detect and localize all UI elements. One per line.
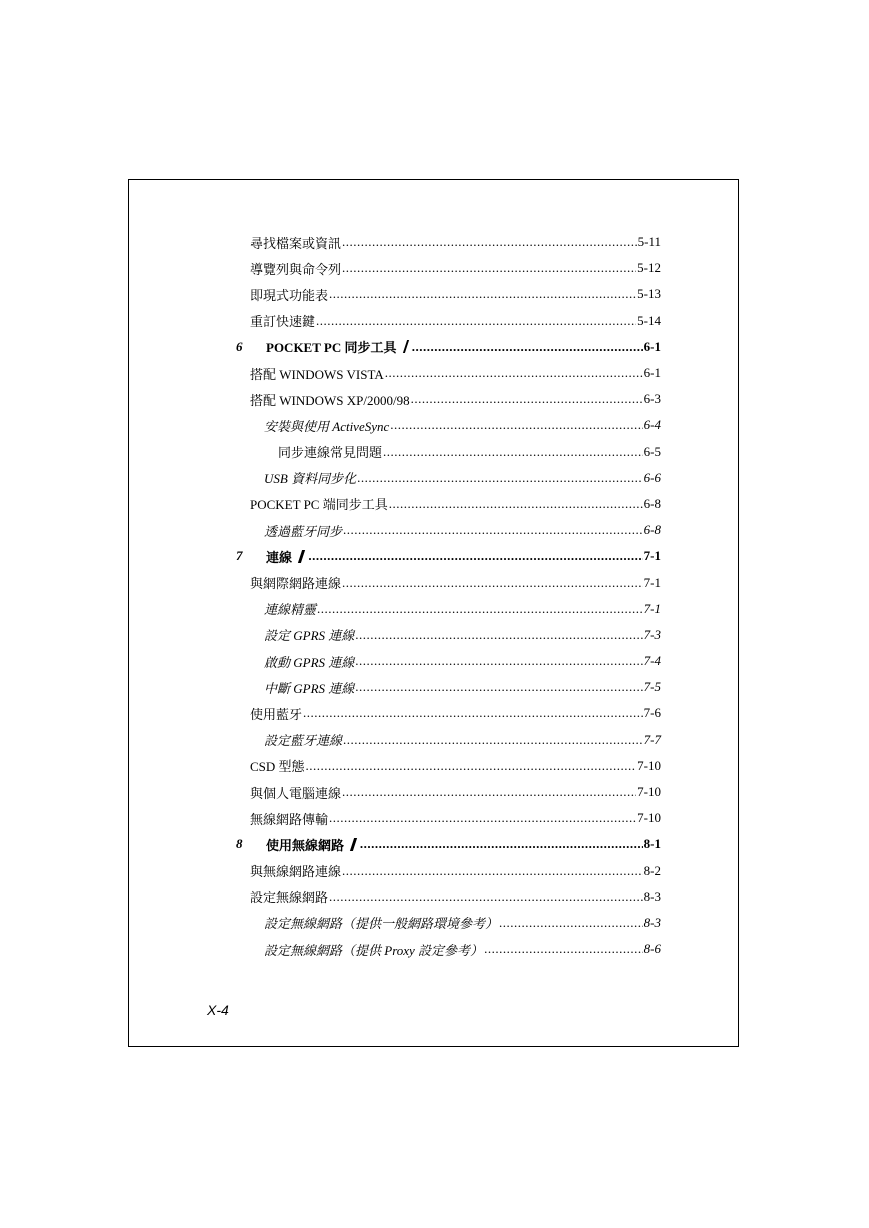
toc-entry[interactable] xyxy=(236,412,661,438)
toc-leader-dots xyxy=(308,548,642,564)
toc-entry-page: 8-1 xyxy=(643,836,661,852)
toc-entry[interactable] xyxy=(236,727,661,753)
toc-entry[interactable] xyxy=(236,936,661,962)
toc-entry-title: 搭配 WINDOWS VISTA xyxy=(250,366,384,382)
toc-leader-dots xyxy=(329,286,636,302)
toc-entry-title: 同步連線常見問題 xyxy=(278,445,383,461)
toc-leader-dots xyxy=(411,391,643,407)
toc-entry[interactable] xyxy=(236,491,661,517)
chapter-bar-icon xyxy=(350,838,357,851)
toc-leader-dots xyxy=(329,810,636,826)
toc-entry-title: 啟動 GPRS 連線 xyxy=(264,654,355,670)
chapter-bar-icon xyxy=(298,550,306,563)
toc-chapter-8[interactable] xyxy=(236,831,661,857)
toc-entry[interactable] xyxy=(236,281,661,307)
toc-entry-title: 連線精靈 xyxy=(264,602,317,618)
toc-entry-page: 5-11 xyxy=(637,234,661,250)
toc-entry[interactable] xyxy=(236,884,661,910)
toc-leader-dots xyxy=(383,444,643,460)
toc-entry-title: 設定無線網路 xyxy=(250,890,329,906)
toc-entry[interactable] xyxy=(236,386,661,412)
toc-entry-page: 6-1 xyxy=(643,365,661,381)
toc-leader-dots xyxy=(316,313,636,329)
toc-entry[interactable] xyxy=(236,569,661,595)
toc-entry[interactable] xyxy=(236,622,661,648)
toc-entry-page: 7-1 xyxy=(643,600,661,616)
toc-entry-page: 6-8 xyxy=(643,495,661,511)
toc-entry-page: 7-4 xyxy=(643,653,661,669)
toc-entry-title: 與無線網路連線 xyxy=(250,864,342,880)
toc-entry-title: 設定藍牙連線 xyxy=(264,733,343,749)
toc-entry-page: 7-5 xyxy=(643,679,661,695)
toc-leader-dots xyxy=(317,601,643,617)
toc-entry-page: 6-3 xyxy=(643,391,661,407)
toc-entry-page: 7-7 xyxy=(643,731,661,747)
chapter-bar-icon xyxy=(402,340,409,353)
toc-entry[interactable] xyxy=(236,255,661,281)
toc-entry-page: 6-5 xyxy=(643,443,661,459)
toc-entry[interactable] xyxy=(236,700,661,726)
toc-leader-dots xyxy=(342,260,636,276)
toc-entry-title: POCKET PC 端同步工具 xyxy=(250,497,388,513)
toc-leader-dots xyxy=(342,234,637,250)
toc-chapter-7[interactable] xyxy=(236,543,661,569)
toc-entry-page: 7-1 xyxy=(643,574,661,590)
toc-entry-title: 安裝與使用 ActiveSync xyxy=(264,418,390,434)
toc-leader-dots xyxy=(385,365,643,381)
toc-entry[interactable] xyxy=(236,779,661,805)
toc-entry-page: 7-3 xyxy=(643,626,661,642)
toc-entry-title: 透過藍牙同步 xyxy=(264,523,343,539)
toc-entry[interactable] xyxy=(236,648,661,674)
chapter-number: 6 xyxy=(236,338,243,354)
toc-entry-title: 設定無線網路（提供 Proxy 設定參考） xyxy=(264,942,484,958)
toc-leader-dots xyxy=(360,836,643,852)
toc-leader-dots xyxy=(306,758,637,774)
toc-leader-dots xyxy=(499,915,643,931)
toc-entry-page: 5-14 xyxy=(637,312,661,328)
toc-leader-dots xyxy=(484,941,643,957)
toc-entry-title: 連線 xyxy=(266,549,293,565)
toc-chapter-6[interactable] xyxy=(236,334,661,360)
toc-leader-dots xyxy=(355,653,642,669)
toc-entry-title: CSD 型態 xyxy=(250,759,305,775)
toc-leader-dots xyxy=(303,705,643,721)
toc-entry-page: 8-3 xyxy=(643,914,661,930)
toc-entry-page: 8-3 xyxy=(643,888,661,904)
toc-entry[interactable] xyxy=(236,674,661,700)
toc-entry[interactable] xyxy=(236,229,661,255)
toc-entry-page: 8-6 xyxy=(643,941,661,957)
toc-leader-dots xyxy=(342,784,636,800)
toc-entry-title: 設定無線網路（提供一般網路環境參考） xyxy=(264,916,499,932)
toc-leader-dots xyxy=(389,496,643,512)
toc-entry-page: 6-1 xyxy=(643,338,661,354)
toc-entry[interactable] xyxy=(236,360,661,386)
toc-entry[interactable] xyxy=(236,858,661,884)
toc-leader-dots xyxy=(355,627,642,643)
toc-entry-page: 7-1 xyxy=(643,548,661,564)
toc-entry-page: 7-6 xyxy=(643,705,661,721)
toc-leader-dots xyxy=(355,679,642,695)
toc-entry-title: 重訂快速鍵 xyxy=(250,314,316,330)
toc-entry-title: 使用藍牙 xyxy=(250,706,303,722)
toc-entry-page: 6-8 xyxy=(643,522,661,538)
table-of-contents xyxy=(236,229,661,962)
toc-entry[interactable] xyxy=(236,308,661,334)
toc-entry-title: 中斷 GPRS 連線 xyxy=(264,680,355,696)
toc-entry-page: 7-10 xyxy=(637,810,661,826)
toc-leader-dots xyxy=(329,889,643,905)
toc-entry-title: USB 資料同步化 xyxy=(264,471,357,487)
toc-entry-title: 與網際網路連線 xyxy=(250,576,342,592)
toc-entry-title: 搭配 WINDOWS XP/2000/98 xyxy=(250,392,410,408)
toc-entry-title: 使用無線網路 xyxy=(266,837,345,853)
toc-entry[interactable] xyxy=(236,805,661,831)
page-number-label: X-4 xyxy=(207,1002,229,1018)
toc-entry[interactable] xyxy=(236,517,661,543)
toc-entry-page: 6-6 xyxy=(643,469,661,485)
toc-entry[interactable] xyxy=(236,465,661,491)
toc-entry[interactable] xyxy=(236,910,661,936)
toc-entry[interactable] xyxy=(236,753,661,779)
toc-entry-page: 6-4 xyxy=(643,417,661,433)
toc-entry-title: POCKET PC 同步工具 xyxy=(266,340,397,356)
toc-entry-page: 7-10 xyxy=(637,757,661,773)
toc-leader-dots xyxy=(412,339,643,355)
toc-leader-dots xyxy=(342,575,643,591)
toc-entry-page: 8-2 xyxy=(643,862,661,878)
toc-entry-page: 5-12 xyxy=(637,260,661,276)
toc-entry-title: 尋找檔案或資訊 xyxy=(250,235,342,251)
chapter-number: 8 xyxy=(236,836,243,852)
toc-entry-title: 無線網路傳輸 xyxy=(250,811,329,827)
toc-leader-dots xyxy=(390,417,642,433)
toc-entry[interactable] xyxy=(236,439,661,465)
toc-entry[interactable] xyxy=(236,596,661,622)
toc-entry-title: 導覽列與命令列 xyxy=(250,261,342,277)
toc-leader-dots xyxy=(343,522,643,538)
toc-leader-dots xyxy=(357,470,643,486)
chapter-number: 7 xyxy=(236,548,243,564)
toc-entry-page: 7-10 xyxy=(637,784,661,800)
toc-leader-dots xyxy=(342,863,643,879)
toc-entry-title: 與個人電腦連線 xyxy=(250,785,342,801)
toc-entry-title: 設定 GPRS 連線 xyxy=(264,628,355,644)
toc-entry-title: 即現式功能表 xyxy=(250,287,329,303)
toc-leader-dots xyxy=(343,732,643,748)
toc-entry-page: 5-13 xyxy=(637,286,661,302)
